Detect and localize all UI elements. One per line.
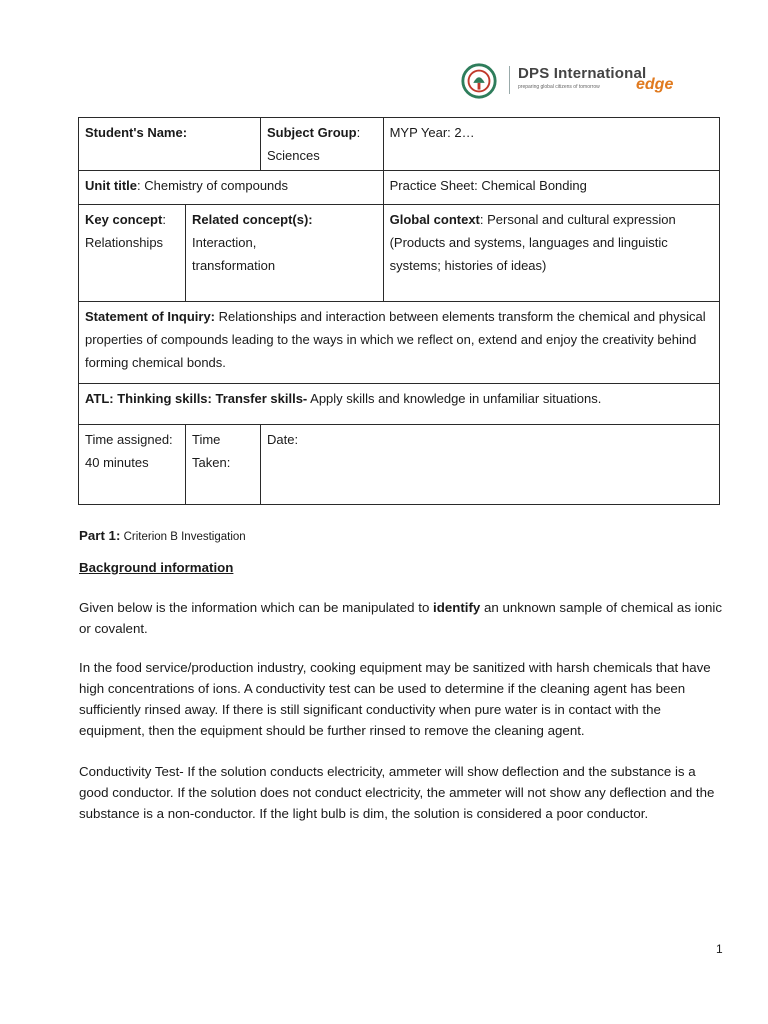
part-subtitle: Criterion B Investigation <box>120 531 246 543</box>
time-assigned-cell <box>79 425 186 505</box>
part-label: Part 1: <box>79 528 121 543</box>
atl-skills-label: ATL: Thinking skills: Transfer skills- <box>85 391 308 406</box>
key-concept-cell <box>79 205 186 302</box>
statement-of-inquiry-cell <box>79 302 720 384</box>
school-emblem-icon <box>460 62 498 100</box>
global-context-cell <box>383 205 719 302</box>
intro-text-emphasis: identify <box>433 600 481 615</box>
unit-title-cell <box>79 171 384 205</box>
related-concepts-value-1: Interaction, <box>192 235 257 250</box>
myp-year-text: MYP Year: 2… <box>389 125 475 140</box>
logo-divider <box>509 66 510 94</box>
part-heading <box>79 525 724 548</box>
page-number: 1 <box>716 942 723 956</box>
atl-skills-text: Apply skills and knowledge in unfamiliar situations. <box>307 391 602 406</box>
global-context-value: : Personal and cultural expression (Products and systems, languages and linguistic systems; histories of ideas) <box>389 212 676 273</box>
worksheet-header-table <box>78 117 720 505</box>
statement-of-inquiry-label: Statement of Inquiry: <box>85 309 216 324</box>
related-concepts-value-2: transformation <box>192 258 276 273</box>
logo-edge-wordmark: edge <box>636 76 674 93</box>
time-taken-cell[interactable] <box>186 425 261 505</box>
subject-group-cell <box>261 118 384 171</box>
atl-skills-cell <box>79 384 720 425</box>
subject-group-label: Subject Group <box>267 125 357 140</box>
student-name-cell[interactable] <box>79 118 261 171</box>
myp-year-cell <box>383 118 719 171</box>
time-assigned-text: Time assigned: 40 minutes <box>85 432 173 470</box>
food-industry-paragraph: In the food service/production industry, cooking equipment may be sanitized with harsh chemicals that have high concentrations of ions. A conductivity test can be used to determine if the cleaning agent has been sufficiently rinsed away. If there is still significant conductivity when pure water is in contact with the equipment, then the equipment should be further rinsed to remove the cleaning agent. <box>79 660 711 738</box>
related-concepts-label: Related concept(s): <box>192 212 313 227</box>
key-concept-value: Relationships <box>85 235 164 250</box>
date-cell[interactable] <box>261 425 720 505</box>
school-logo <box>458 60 708 106</box>
logo-tagline: preparing global citizens of tomorrow <box>518 84 600 90</box>
unit-title-label: Unit title <box>85 178 137 193</box>
background-information-heading: Background information <box>79 560 234 575</box>
key-concept-colon: : <box>162 212 166 227</box>
intro-text-end: an unknown sample of chemical as ionic or covalent. <box>79 600 723 636</box>
practice-sheet-text: Practice Sheet: Chemical Bonding <box>389 178 587 193</box>
conductivity-test-paragraph: Conductivity Test- If the solution conducts electricity, ammeter will show deflection and the substance is a good conductor. If the solution does not conduct electricity, the ammeter will not show any deflection and the substance is a non-conductor. If the light bulb is dim, the solution is considered a poor conductor. <box>79 764 715 821</box>
subject-group-value: : Sciences <box>267 125 361 163</box>
intro-text-start: Given below is the information which can be manipulated to <box>79 600 434 615</box>
student-name-label: Student's Name: <box>85 125 188 140</box>
time-taken-label: Time Taken: <box>192 432 231 470</box>
date-label: Date: <box>267 432 299 447</box>
intro-paragraph <box>79 597 724 639</box>
statement-of-inquiry-text: Relationships and interaction between elements transform the chemical and physical properties of compounds leading to the ways in which we reflect on, extend and enjoy the creativity behind forming chemical bonds. <box>85 309 706 370</box>
practice-sheet-cell <box>383 171 719 205</box>
logo-brand-name: DPS International <box>518 65 647 82</box>
related-concepts-cell <box>186 205 384 302</box>
key-concept-label: Key concept <box>85 212 163 227</box>
unit-title-value: : Chemistry of compounds <box>137 178 289 193</box>
global-context-label: Global context <box>389 212 480 227</box>
